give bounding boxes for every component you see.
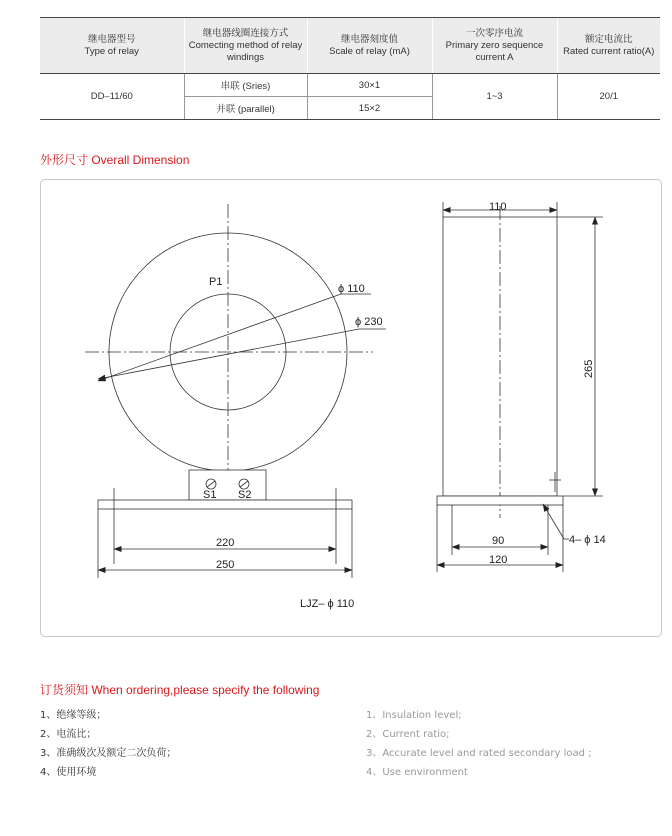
spec-header-row [40, 18, 660, 74]
d110-leader [98, 294, 341, 381]
label-d110: ϕ 110 [338, 283, 365, 295]
list-item: 3、准确级次及额定二次负荷； [40, 748, 177, 759]
list-item: 2、Current ratio; [366, 729, 450, 740]
list-item: 2、电流比； [40, 729, 97, 740]
dimension-title: 外形尺寸 Overall Dimension [40, 153, 190, 167]
cell-relay-type: DD–11/60 [40, 74, 184, 120]
list-item: 1、绝缘等级； [40, 710, 107, 721]
label-top-110: 110 [489, 201, 507, 213]
cell-scale-series: 30×1 [307, 74, 432, 97]
side-base-plate [437, 496, 563, 505]
header-primary-current: 一次零序电流 Primary zero sequence current A [432, 18, 557, 74]
label-265: 265 [583, 359, 595, 378]
cell-scale-parallel: 15×2 [307, 97, 432, 120]
list-item: 4、Use environment [366, 767, 468, 778]
ordering-title: 订货须知 When ordering,please specify the following [40, 683, 320, 697]
holes-leader [543, 504, 564, 539]
label-s2: S2 [238, 489, 252, 501]
label-p1: P1 [209, 276, 223, 288]
dimension-drawing [40, 179, 662, 637]
label-s1: S1 [203, 489, 217, 501]
label-120: 120 [489, 554, 508, 566]
header-connecting-method: 继电器线圈连接方式 Comecting method of relay windings [184, 18, 307, 74]
header-relay-type: 继电器型号 Type of relay [40, 18, 184, 74]
header-rated-ratio: 额定电流比 Rated current ratio(A) [557, 18, 660, 74]
table-row [40, 74, 660, 97]
label-model: LJZ– ϕ 110 [300, 598, 355, 610]
ordering-list-en [366, 709, 592, 785]
label-90: 90 [492, 535, 505, 547]
terminal-box [189, 470, 266, 500]
list-item: 1、Insulation level; [366, 710, 462, 721]
list-item: 4、使用环境 [40, 767, 97, 778]
spec-table [40, 17, 660, 120]
cell-method-parallel: 并联 (parallel) [184, 97, 307, 120]
label-d230: ϕ 230 [355, 316, 383, 328]
cell-primary-current: 1~3 [432, 74, 557, 120]
list-item: 3、Accurate level and rated secondary load ; [366, 748, 592, 759]
label-220: 220 [216, 537, 235, 549]
cell-rated-ratio: 20/1 [557, 74, 660, 120]
d230-leader [98, 329, 359, 379]
front-base-plate [98, 500, 352, 509]
label-250: 250 [216, 559, 235, 571]
cell-method-series: 串联 (Sries) [184, 74, 307, 97]
label-holes: 4– ϕ 14 [569, 534, 606, 546]
header-scale: 继电器刻度值 Scale of relay (mA) [307, 18, 432, 74]
ordering-list-cn [40, 709, 176, 785]
drawing-svg [41, 180, 661, 636]
